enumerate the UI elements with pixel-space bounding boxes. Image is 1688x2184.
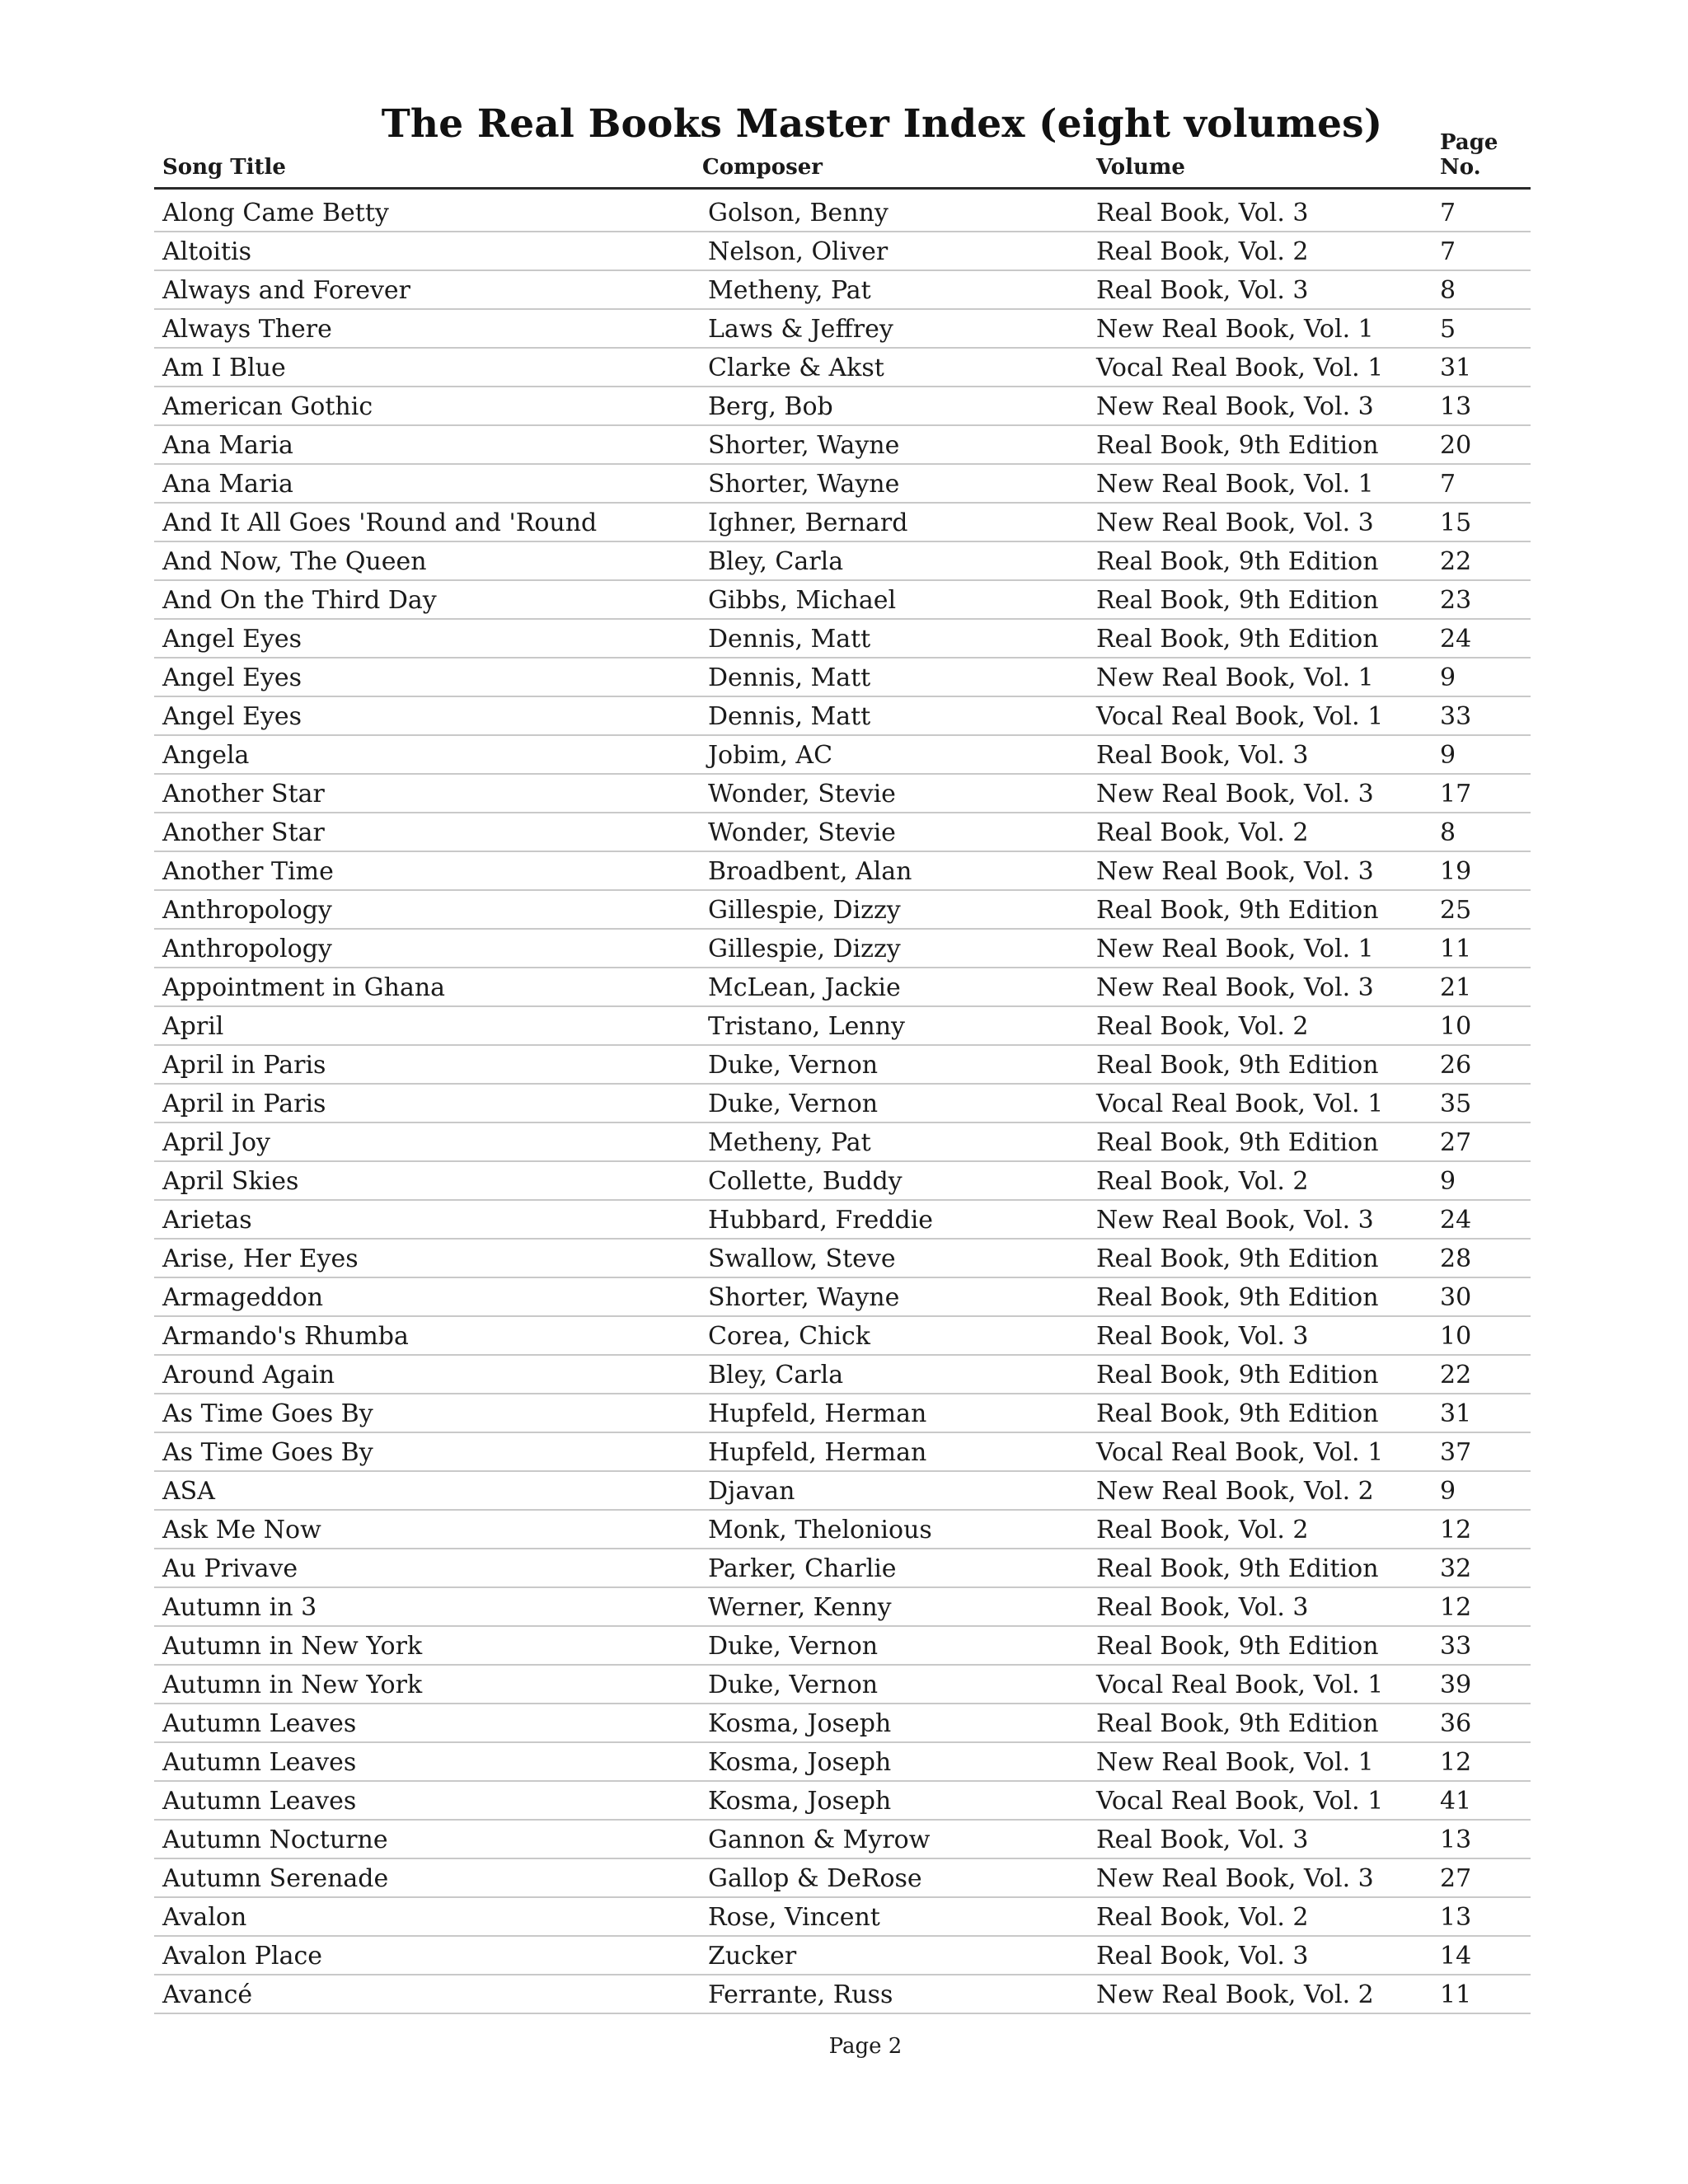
composer-cell: Gillespie, Dizzy [708,896,901,925]
composer-cell: Werner, Kenny [708,1593,892,1622]
composer-cell: Djavan [708,1477,795,1506]
song-title-cell: Au Privave [162,1554,298,1583]
song-title-cell: Autumn Nocturne [162,1825,388,1854]
song-title-cell: Am I Blue [162,354,286,382]
song-title-cell: Altoitis [162,237,252,266]
page-number-cell: 14 [1440,1942,1472,1971]
table-row [154,891,1531,930]
page-number-cell: 8 [1440,818,1456,847]
table-row [154,697,1531,736]
volume-cell: Real Book, 9th Edition [1096,896,1379,925]
page-number-cell: 11 [1440,935,1472,963]
composer-cell: Dennis, Matt [708,663,871,692]
volume-cell: Real Book, 9th Edition [1096,1709,1379,1738]
volume-cell: New Real Book, Vol. 1 [1096,663,1374,692]
page-number-cell: 8 [1440,276,1456,305]
table-row [154,232,1531,271]
page-number-cell: 32 [1440,1554,1472,1583]
composer-cell: Shorter, Wayne [708,431,900,460]
composer-cell: Corea, Chick [708,1322,870,1351]
table-body [154,190,1531,2014]
song-title-cell: April in Paris [162,1051,326,1080]
volume-cell: Vocal Real Book, Vol. 1 [1096,354,1384,382]
table-row [154,1046,1531,1085]
composer-cell: Laws & Jeffrey [708,315,893,344]
volume-cell: Real Book, 9th Edition [1096,431,1379,460]
composer-cell: Duke, Vernon [708,1671,879,1699]
song-title-cell: Appointment in Ghana [162,973,446,1002]
song-title-cell: Autumn in 3 [162,1593,317,1622]
song-title-cell: Angel Eyes [162,663,302,692]
table-row [154,813,1531,852]
composer-cell: McLean, Jackie [708,973,901,1002]
page-number-cell: 19 [1440,857,1472,886]
composer-cell: Hupfeld, Herman [708,1399,927,1428]
table-row [154,1821,1531,1859]
table-row [154,1511,1531,1549]
page-number-cell: 31 [1440,354,1472,382]
page-number-cell: 27 [1440,1864,1472,1893]
composer-cell: Golson, Benny [708,199,889,227]
table-row [154,426,1531,465]
composer-cell: Nelson, Oliver [708,237,889,266]
composer-cell: Wonder, Stevie [708,818,896,847]
composer-cell: Collette, Buddy [708,1167,903,1196]
table-row [154,271,1531,310]
table-row [154,620,1531,658]
table-row [154,310,1531,349]
volume-cell: Real Book, Vol. 2 [1096,1516,1309,1544]
composer-cell: Dennis, Matt [708,702,871,731]
table-row [154,1394,1531,1433]
page-number-cell: 30 [1440,1283,1472,1312]
composer-cell: Gannon & Myrow [708,1825,931,1854]
volume-cell: Vocal Real Book, Vol. 1 [1096,1438,1384,1467]
header-page-no: Page No. [1440,130,1498,180]
volume-cell: New Real Book, Vol. 1 [1096,315,1374,344]
table-row [154,1666,1531,1704]
song-title-cell: Anthropology [162,896,332,925]
page-number-cell: 17 [1440,780,1472,808]
volume-cell: Vocal Real Book, Vol. 1 [1096,1090,1384,1118]
composer-cell: Shorter, Wayne [708,470,900,499]
composer-cell: Hubbard, Freddie [708,1206,934,1235]
table-row [154,1356,1531,1394]
page-number-cell: 24 [1440,1206,1472,1235]
table-row [154,194,1531,232]
composer-cell: Hupfeld, Herman [708,1438,927,1467]
song-title-cell: Ana Maria [162,431,293,460]
header-composer: Composer [702,155,823,180]
song-title-cell: Angela [162,741,250,770]
index-table [154,130,1531,2014]
song-title-cell: As Time Goes By [162,1399,373,1428]
page-number-cell: 27 [1440,1128,1472,1157]
page-number-cell: 37 [1440,1438,1472,1467]
composer-cell: Parker, Charlie [708,1554,897,1583]
page-number-cell: 20 [1440,431,1472,460]
song-title-cell: ASA [162,1477,215,1506]
volume-cell: Vocal Real Book, Vol. 1 [1096,1671,1384,1699]
page-number-cell: 39 [1440,1671,1472,1699]
volume-cell: Real Book, 9th Edition [1096,547,1379,576]
volume-cell: Real Book, Vol. 3 [1096,199,1309,227]
volume-cell: New Real Book, Vol. 1 [1096,470,1374,499]
page-number-cell: 12 [1440,1748,1472,1777]
song-title-cell: Around Again [162,1361,335,1390]
table-row [154,1201,1531,1240]
volume-cell: Real Book, 9th Edition [1096,625,1379,654]
page-number: Page 2 [828,2034,903,2059]
composer-cell: Tristano, Lenny [708,1012,906,1041]
page-number-cell: 13 [1440,392,1472,421]
song-title-cell: Ana Maria [162,470,293,499]
composer-cell: Metheny, Pat [708,276,871,305]
volume-cell: New Real Book, Vol. 3 [1096,509,1374,537]
composer-cell: Monk, Thelonious [708,1516,932,1544]
composer-cell: Zucker [708,1942,797,1971]
volume-cell: New Real Book, Vol. 3 [1096,1206,1374,1235]
song-title-cell: Autumn Leaves [162,1787,357,1816]
song-title-cell: Autumn Leaves [162,1748,357,1777]
song-title-cell: Always and Forever [162,276,411,305]
table-row [154,736,1531,775]
table-row [154,1317,1531,1356]
composer-cell: Ighner, Bernard [708,509,908,537]
table-row [154,1975,1531,2014]
table-row [154,504,1531,542]
page-number-cell: 25 [1440,896,1472,925]
volume-cell: Real Book, 9th Edition [1096,1554,1379,1583]
composer-cell: Kosma, Joseph [708,1709,892,1738]
page-number-cell: 41 [1440,1787,1472,1816]
table-row [154,1433,1531,1472]
volume-cell: Real Book, 9th Edition [1096,586,1379,615]
song-title-cell: Avancé [162,1980,253,2009]
page-number-cell: 23 [1440,586,1472,615]
volume-cell: Real Book, 9th Edition [1096,1283,1379,1312]
table-row [154,542,1531,581]
composer-cell: Dennis, Matt [708,625,871,654]
composer-cell: Kosma, Joseph [708,1787,892,1816]
composer-cell: Swallow, Steve [708,1244,896,1273]
composer-cell: Bley, Carla [708,547,844,576]
header-volume: Volume [1096,155,1185,180]
volume-cell: New Real Book, Vol. 3 [1096,392,1374,421]
page-number-cell: 13 [1440,1825,1472,1854]
volume-cell: Real Book, 9th Edition [1096,1399,1379,1428]
table-row [154,1240,1531,1278]
volume-cell: Real Book, Vol. 3 [1096,741,1309,770]
table-row [154,968,1531,1007]
song-title-cell: Along Came Betty [162,199,389,227]
page-number-cell: 13 [1440,1903,1472,1932]
song-title-cell: April Skies [162,1167,299,1196]
page-number-cell: 15 [1440,509,1472,537]
page-number-cell: 7 [1440,237,1456,266]
composer-cell: Clarke & Akst [708,354,884,382]
song-title-cell: Another Star [162,818,325,847]
volume-cell: Real Book, Vol. 2 [1096,237,1309,266]
volume-cell: Real Book, Vol. 3 [1096,1593,1309,1622]
table-row [154,349,1531,387]
table-row [154,1859,1531,1898]
song-title-cell: Anthropology [162,935,332,963]
song-title-cell: Autumn Serenade [162,1864,389,1893]
volume-cell: Vocal Real Book, Vol. 1 [1096,1787,1384,1816]
volume-cell: Real Book, Vol. 3 [1096,1825,1309,1854]
song-title-cell: Another Time [162,857,334,886]
composer-cell: Duke, Vernon [708,1090,879,1118]
composer-cell: Gallop & DeRose [708,1864,922,1893]
volume-cell: New Real Book, Vol. 3 [1096,857,1374,886]
table-row [154,1472,1531,1511]
table-row [154,1627,1531,1666]
song-title-cell: As Time Goes By [162,1438,373,1467]
volume-cell: Real Book, Vol. 2 [1096,818,1309,847]
table-row [154,1704,1531,1743]
composer-cell: Bley, Carla [708,1361,844,1390]
composer-cell: Gillespie, Dizzy [708,935,901,963]
composer-cell: Gibbs, Michael [708,586,897,615]
table-row [154,387,1531,426]
page-number-cell: 9 [1440,741,1456,770]
table-row [154,1278,1531,1317]
page-number-cell: 12 [1440,1516,1472,1544]
volume-cell: Real Book, Vol. 3 [1096,276,1309,305]
volume-cell: Real Book, Vol. 2 [1096,1903,1309,1932]
header-song-title: Song Title [162,155,286,180]
table-row [154,1588,1531,1627]
table-row [154,581,1531,620]
composer-cell: Broadbent, Alan [708,857,912,886]
page-number-cell: 10 [1440,1322,1472,1351]
page-number-cell: 11 [1440,1980,1472,2009]
volume-cell: Vocal Real Book, Vol. 1 [1096,702,1384,731]
page-number-cell: 33 [1440,702,1472,731]
song-title-cell: And It All Goes 'Round and 'Round [162,509,598,537]
page-number-cell: 31 [1440,1399,1472,1428]
table-row [154,1085,1531,1123]
song-title-cell: Always There [162,315,332,344]
page-number-cell: 5 [1440,315,1456,344]
composer-cell: Rose, Vincent [708,1903,880,1932]
song-title-cell: Angel Eyes [162,702,302,731]
page-number-cell: 33 [1440,1632,1472,1661]
song-title-cell: Armando's Rhumba [162,1322,409,1351]
song-title-cell: American Gothic [162,392,373,421]
table-row [154,1937,1531,1975]
song-title-cell: And On the Third Day [162,586,437,615]
page-number-cell: 22 [1440,1361,1472,1390]
composer-cell: Shorter, Wayne [708,1283,900,1312]
volume-cell: New Real Book, Vol. 3 [1096,973,1374,1002]
volume-cell: Real Book, 9th Edition [1096,1051,1379,1080]
composer-cell: Kosma, Joseph [708,1748,892,1777]
volume-cell: New Real Book, Vol. 2 [1096,1980,1374,2009]
song-title-cell: April Joy [162,1128,270,1157]
volume-cell: Real Book, Vol. 2 [1096,1012,1309,1041]
table-row [154,1123,1531,1162]
volume-cell: Real Book, 9th Edition [1096,1244,1379,1273]
page-number-cell: 9 [1440,663,1456,692]
composer-cell: Ferrante, Russ [708,1980,893,2009]
page-number-cell: 36 [1440,1709,1472,1738]
page-number-cell: 7 [1440,199,1456,227]
page-number-cell: 22 [1440,547,1472,576]
song-title-cell: Avalon [162,1903,247,1932]
song-title-cell: April [162,1012,224,1041]
table-row [154,1007,1531,1046]
song-title-cell: April in Paris [162,1090,326,1118]
table-row [154,852,1531,891]
volume-cell: New Real Book, Vol. 3 [1096,1864,1374,1893]
song-title-cell: Autumn Leaves [162,1709,357,1738]
song-title-cell: Autumn in New York [162,1671,423,1699]
song-title-cell: Autumn in New York [162,1632,423,1661]
composer-cell: Jobim, AC [708,741,833,770]
composer-cell: Wonder, Stevie [708,780,896,808]
table-row [154,1898,1531,1937]
table-row [154,658,1531,697]
song-title-cell: Armageddon [162,1283,324,1312]
table-row [154,930,1531,968]
page-title: The Real Books Master Index (eight volumes) [381,101,1383,148]
volume-cell: New Real Book, Vol. 2 [1096,1477,1374,1506]
table-row [154,775,1531,813]
volume-cell: New Real Book, Vol. 3 [1096,780,1374,808]
composer-cell: Metheny, Pat [708,1128,871,1157]
page-number-cell: 24 [1440,625,1472,654]
song-title-cell: Angel Eyes [162,625,302,654]
table-row [154,1549,1531,1588]
table-row [154,1162,1531,1201]
volume-cell: New Real Book, Vol. 1 [1096,935,1374,963]
volume-cell: Real Book, Vol. 3 [1096,1942,1309,1971]
volume-cell: Real Book, 9th Edition [1096,1361,1379,1390]
table-header [154,130,1531,190]
page-number-cell: 12 [1440,1593,1472,1622]
page-number-cell: 28 [1440,1244,1472,1273]
page-number-cell: 10 [1440,1012,1472,1041]
composer-cell: Duke, Vernon [708,1051,879,1080]
volume-cell: Real Book, 9th Edition [1096,1632,1379,1661]
page-number-cell: 9 [1440,1167,1456,1196]
song-title-cell: Avalon Place [162,1942,323,1971]
composer-cell: Duke, Vernon [708,1632,879,1661]
song-title-cell: And Now, The Queen [162,547,427,576]
volume-cell: New Real Book, Vol. 1 [1096,1748,1374,1777]
song-title-cell: Arise, Her Eyes [162,1244,359,1273]
volume-cell: Real Book, Vol. 2 [1096,1167,1309,1196]
song-title-cell: Arietas [162,1206,252,1235]
table-row [154,465,1531,504]
volume-cell: Real Book, 9th Edition [1096,1128,1379,1157]
composer-cell: Berg, Bob [708,392,833,421]
page-number-cell: 35 [1440,1090,1472,1118]
table-row [154,1782,1531,1821]
page-number-cell: 9 [1440,1477,1456,1506]
page-number-cell: 21 [1440,973,1472,1002]
song-title-cell: Another Star [162,780,325,808]
song-title-cell: Ask Me Now [162,1516,321,1544]
page-number-cell: 7 [1440,470,1456,499]
table-row [154,1743,1531,1782]
page-number-cell: 26 [1440,1051,1472,1080]
volume-cell: Real Book, Vol. 3 [1096,1322,1309,1351]
